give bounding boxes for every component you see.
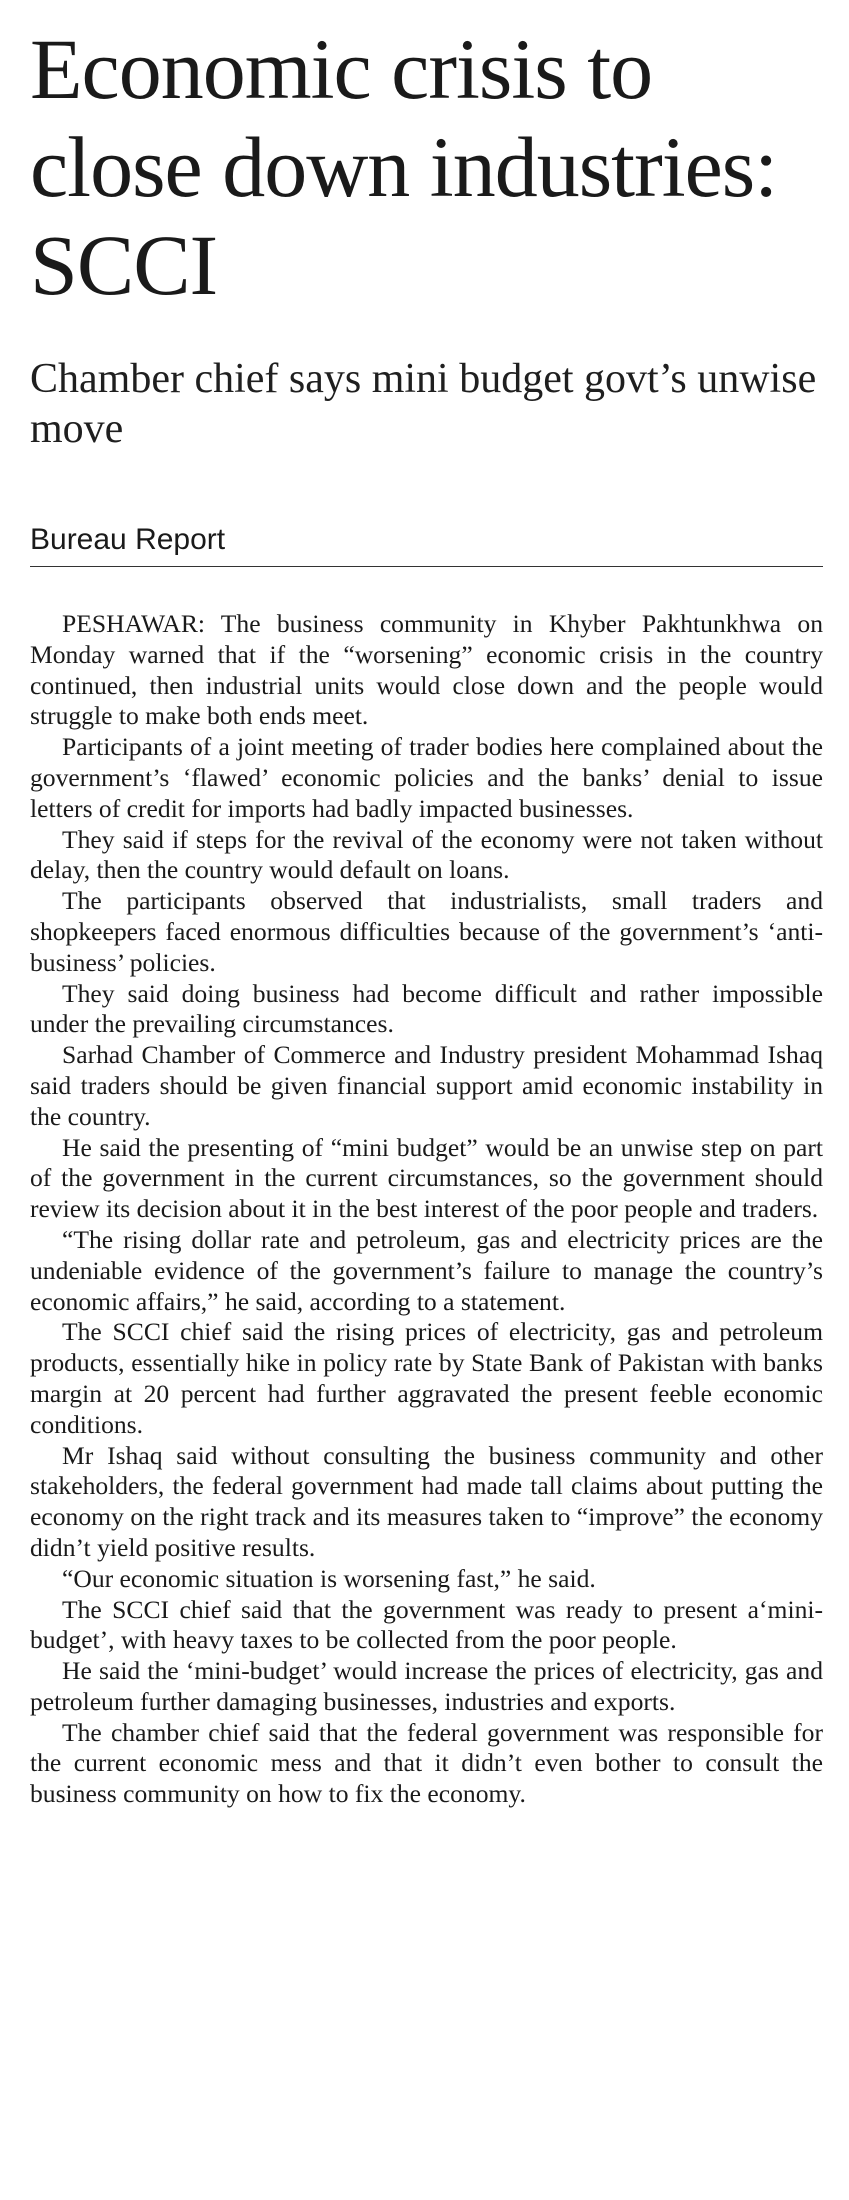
paragraph: “Our economic situation is worsening fast,” he said. xyxy=(62,1563,596,1593)
paragraph: He said the presenting of “mini budget” would be an unwise step on part of the government in the current circumstances, so the government should review its decision about it in the best interest of the poor people and traders. xyxy=(30,1132,823,1224)
paragraph: Mr Ishaq said without consulting the business community and other stakeholders, the federal government had made tall claims about putting the economy on the right track and its measures taken to “improve” the economy didn’t yield positive results. xyxy=(30,1440,823,1562)
paragraph: Sarhad Chamber of Commerce and Industry president Mohammad Ishaq said traders should be given financial support amid economic instability in the country. xyxy=(30,1040,823,1131)
paragraph: The participants observed that industrialists, small traders and shopkeepers faced enormous difficulties because of the government’s ‘anti-business’ policies. xyxy=(30,886,823,977)
paragraph: “The rising dollar rate and petroleum, gas and electricity prices are the undeniable evidence of the government’s failure to manage the country’s economic affairs,” he said, according to a statement. xyxy=(30,1224,823,1316)
paragraph: He said the ‘mini-budget’ would increase the prices of electricity, gas and petroleum further damaging businesses, industries and exports. xyxy=(30,1656,823,1716)
article-body xyxy=(30,609,823,1810)
paragraph: PESHAWAR: The business community in Khyber Pakhtunkhwa on Monday warned that if the “worsening” economic crisis in the country continued, then industrial units would close down and the people would struggle to make both ends meet. xyxy=(30,609,823,731)
paragraph: The SCCI chief said that the government was ready to present a‘mini-budget’, with heavy taxes to be collected from the poor people. xyxy=(30,1594,823,1655)
paragraph: They said if steps for the revival of the economy were not taken without delay, then the country would default on loans. xyxy=(30,824,823,885)
headline: Economic crisis to close down industries: SCCI xyxy=(30,21,778,313)
subheadline: Chamber chief says mini budget govt’s unwise move xyxy=(30,356,817,452)
paragraph: The chamber chief said that the federal government was responsible for the current economic mess and that it didn’t even bother to consult the business community on how to fix the economy. xyxy=(30,1717,823,1809)
news-article xyxy=(30,20,823,1810)
byline: Bureau Report xyxy=(30,522,823,567)
paragraph: The SCCI chief said the rising prices of electricity, gas and petroleum products, essentially hike in policy rate by State Bank of Pakistan with banks margin at 20 percent had further aggravated the present feeble economic conditions. xyxy=(30,1317,823,1439)
paragraph: They said doing business had become difficult and rather impossible under the prevailing circumstances. xyxy=(30,978,823,1039)
paragraph: Participants of a joint meeting of trader bodies here complained about the government’s ‘flawed’ economic policies and the banks’ denial to issue letters of credit for imports had badly impacted businesses. xyxy=(30,732,823,823)
